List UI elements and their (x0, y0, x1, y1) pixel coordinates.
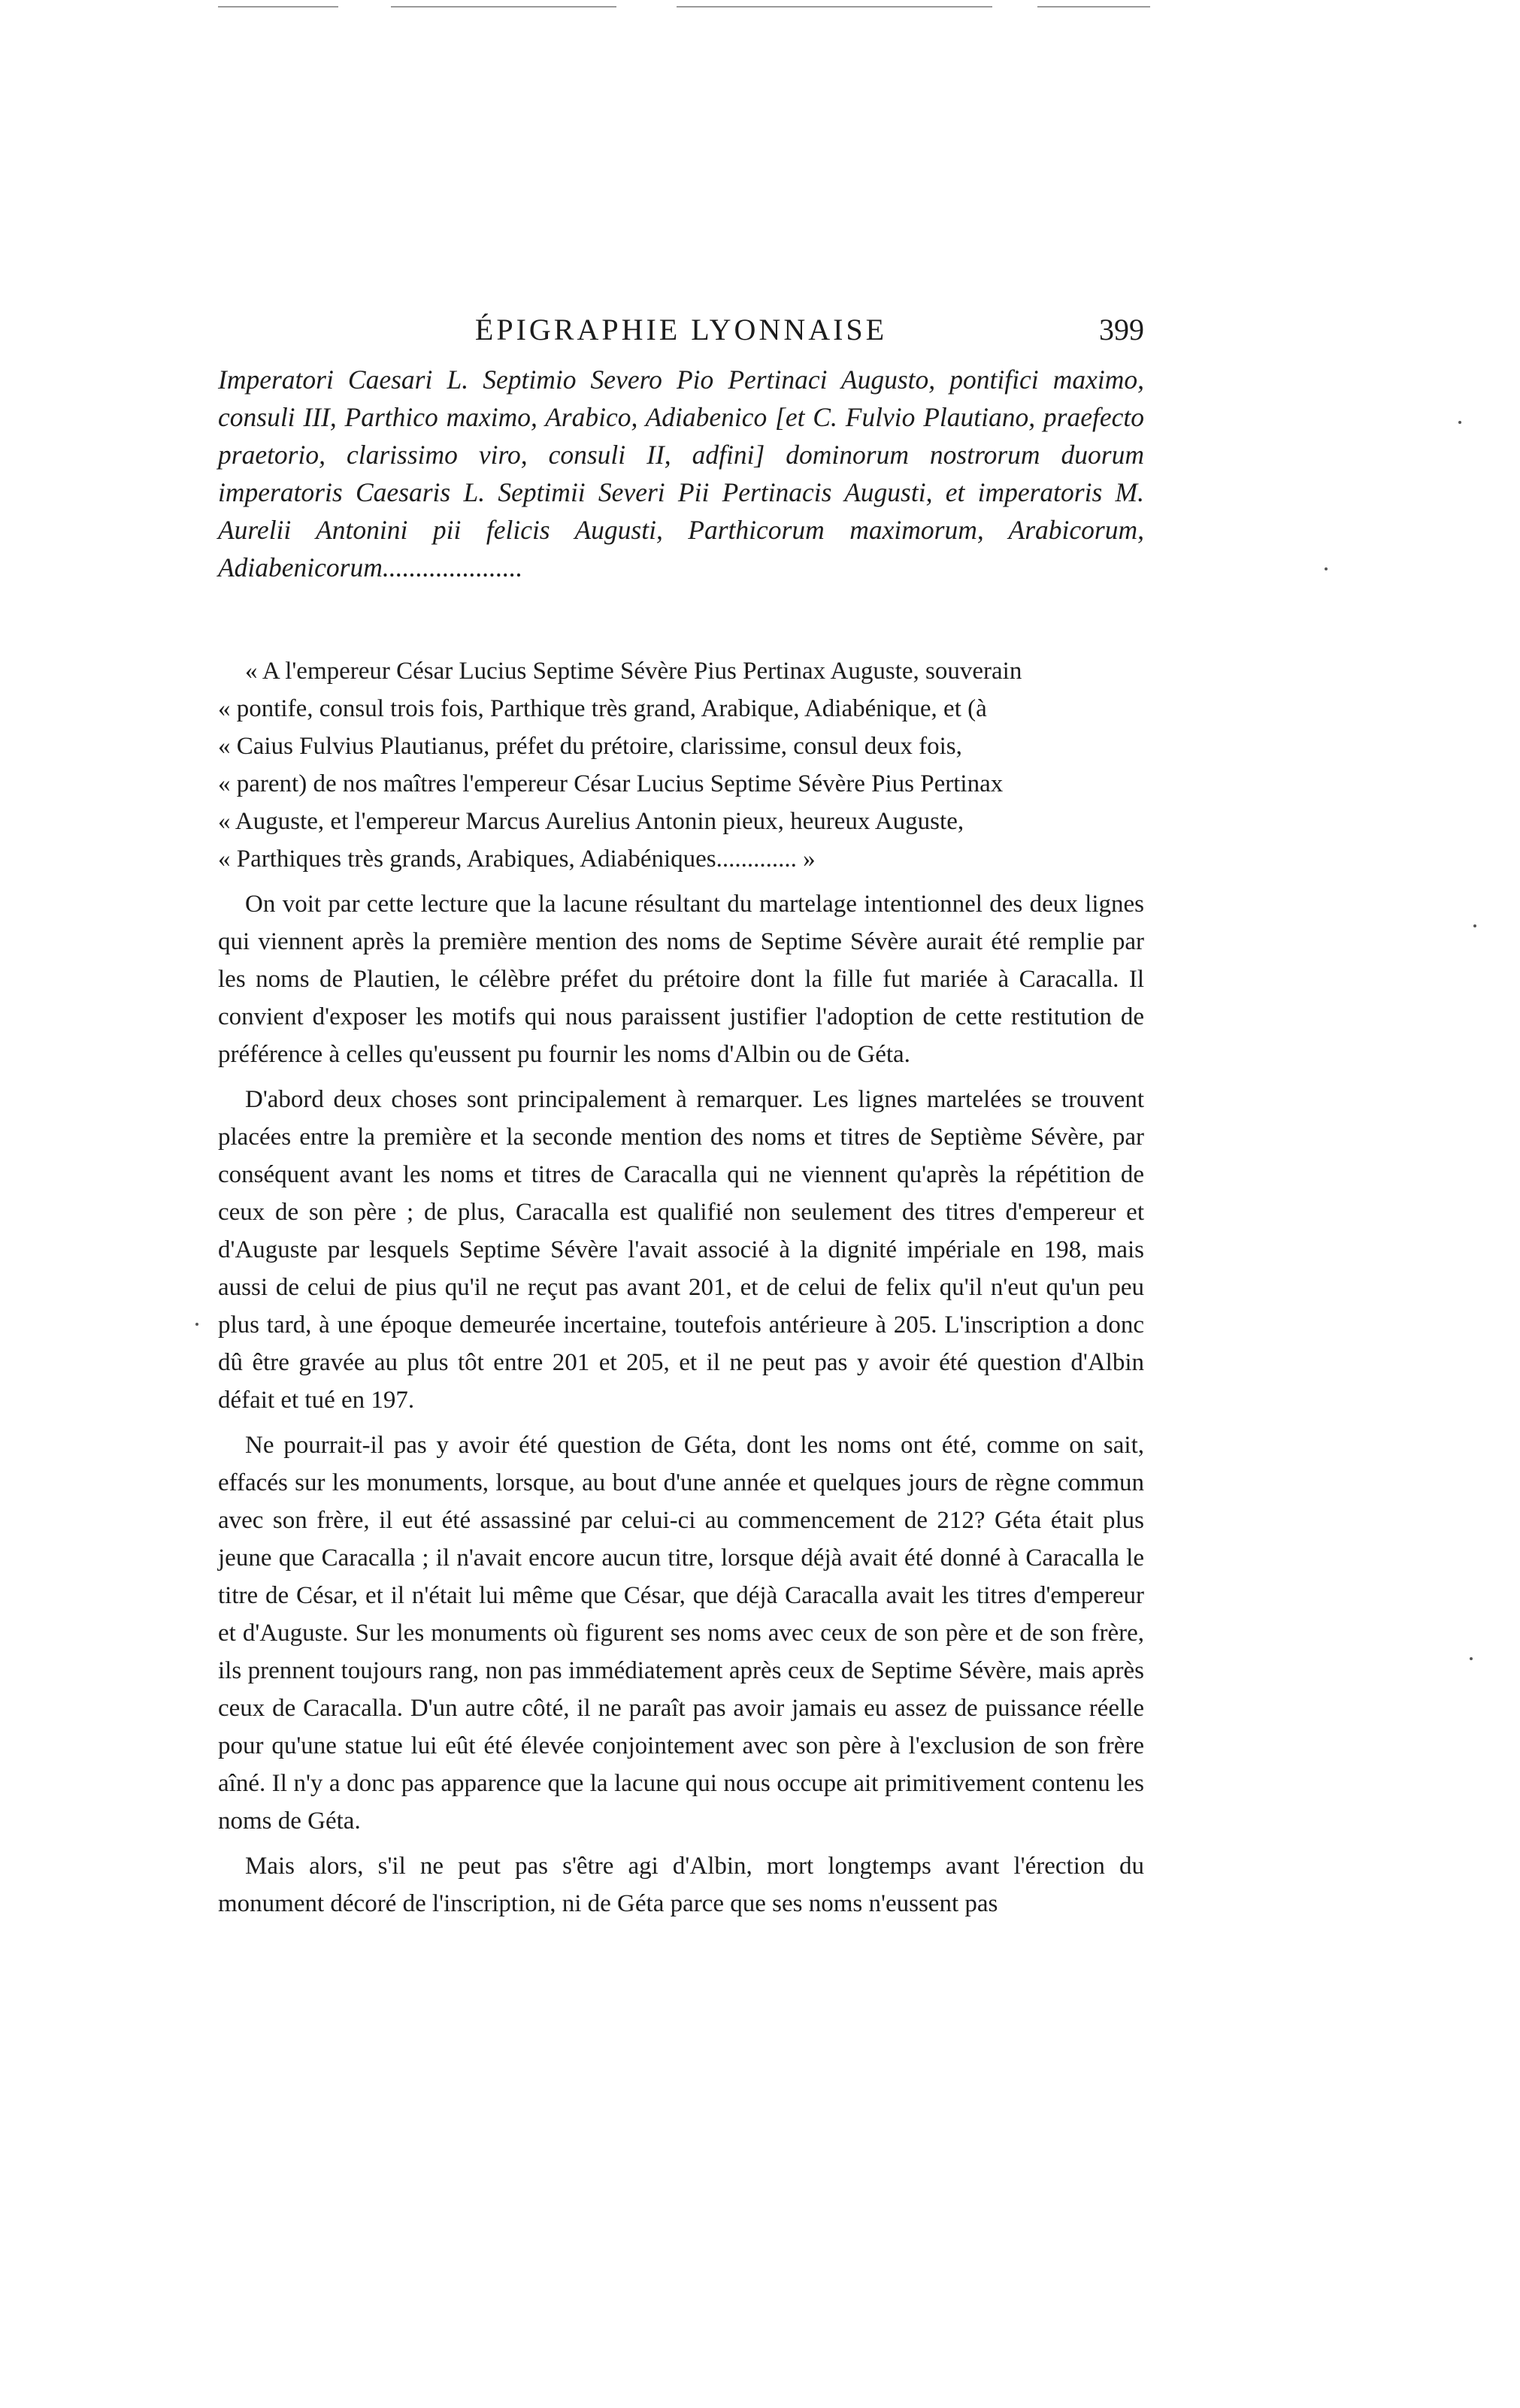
body-paragraph: Mais alors, s'il ne peut pas s'être agi d'Albin, mort longtemps avant l'érection du monument décoré de l'inscription, ni de Géta parce que ses noms n'eussent pas (218, 1853, 1144, 1917)
body-paragraph: Ne pourrait-il pas y avoir été question de Géta, dont les noms ont été, comme on sait, effacés sur les monuments, lorsque, au bout d'une année et quelques jours de règne commun avec son frère, il eut été assassiné par celui-ci au commencement de 212? Géta était plus jeune que Caracalla ; il n'avait encore aucun titre, lorsque déjà avait été donné à Caracalla le titre de César, et il n'était lui même que César, que déjà Caracalla avait les titres d'empereur et d'Auguste. Sur les monuments où figurent ses noms avec ceux de son père et de son frère, ils prennent toujours rang, non pas immédiatement après ceux de Septime Sévère, mais après ceux de Caracalla. D'un autre côté, il ne paraît pas avoir jamais eu assez de puissance réelle pour qu'une statue lui eût été élevée conjointement avec son père à l'exclusion de son frère aîné. Il n'y a donc pas apparence que la lacune qui nous occupe ait primitivement contenu les noms de Géta. (218, 1432, 1144, 1835)
scan-speck (1325, 567, 1328, 570)
latin-inscription: Imperatori Caesari L. Septimio Severo Pio Pertinaci Augusto, pontifici maximo, consuli III, Parthico maximo, Arabico, Adiabenico [et C. Fulvio Plautiano, praefecto praetorio, clarissimo viro, consuli II, adfini] dominorum nostrorum duorum imperatoris Caesaris L. Septimii Severi Pii Pertinacis Augusti, et imperatoris M. Aurelii Antonini pii felicis Augusti, Parthicorum maximorum, Arabicorum, Adiabenicorum..................... (218, 365, 1144, 582)
translation-line: « Caius Fulvius Plautianus, préfet du prétoire, clarissime, consul deux fois, (218, 733, 962, 760)
inscription-translation (218, 652, 1144, 878)
scan-speck (1470, 1657, 1473, 1660)
top-edge-rule (677, 6, 992, 8)
main-text (218, 361, 1144, 1922)
page-number: 399 (1099, 313, 1144, 346)
translation-line: « Auguste, et l'empereur Marcus Aurelius Antonin pieux, heureux Auguste, (218, 808, 964, 835)
body-paragraph: On voit par cette lecture que la lacune résultant du martelage intentionnel des deux lignes qui viennent après la première mention des noms de Septime Sévère aurait été remplie par les noms de Plautien, le célèbre préfet du prétoire dont la fille fut mariée à Caracalla. Il convient d'exposer les motifs qui nous paraissent justifier l'adoption de cette restitution de préférence à celles qu'eussent pu fournir les noms d'Albin ou de Géta. (218, 891, 1144, 1068)
scan-speck (195, 1323, 198, 1326)
running-title: ÉPIGRAPHIE LYONNAISE (474, 313, 888, 346)
top-edge-rule (391, 6, 616, 8)
top-edge-rule (1037, 6, 1150, 8)
body-paragraph: D'abord deux choses sont principalement à remarquer. Les lignes martelées se trouvent placées entre la première et la seconde mention des noms et titres de Septième Sévère, par conséquent avant les noms et titres de Caracalla qui ne viennent qu'après la répétition de ceux de son père ; de plus, Caracalla est qualifié non seulement des titres d'empereur et d'Auguste par lesquels Septime Sévère l'avait associé à la dignité impériale en 198, mais aussi de celui de pius qu'il ne reçut pas avant 201, et de celui de felix qu'il n'eut qu'un peu plus tard, à une époque demeurée incertaine, toutefois antérieure à 205. L'inscription a donc dû être gravée au plus tôt entre 201 et 205, et il ne peut pas y avoir été question d'Albin défait et tué en 197. (218, 1086, 1144, 1414)
scan-speck (1473, 924, 1476, 927)
scan-speck (1458, 421, 1461, 424)
page-header (218, 312, 1144, 354)
translation-line: « Parthiques très grands, Arabiques, Adiabéniques............. » (218, 846, 816, 873)
translation-line: « pontife, consul trois fois, Parthique très grand, Arabique, Adiabénique, et (à (218, 695, 987, 722)
translation-line: « parent) de nos maîtres l'empereur César Lucius Septime Sévère Pius Pertinax (218, 770, 1004, 797)
translation-line: « A l'empereur César Lucius Septime Sévère Pius Pertinax Auguste, souverain (245, 658, 1022, 685)
top-edge-rule (218, 6, 338, 8)
